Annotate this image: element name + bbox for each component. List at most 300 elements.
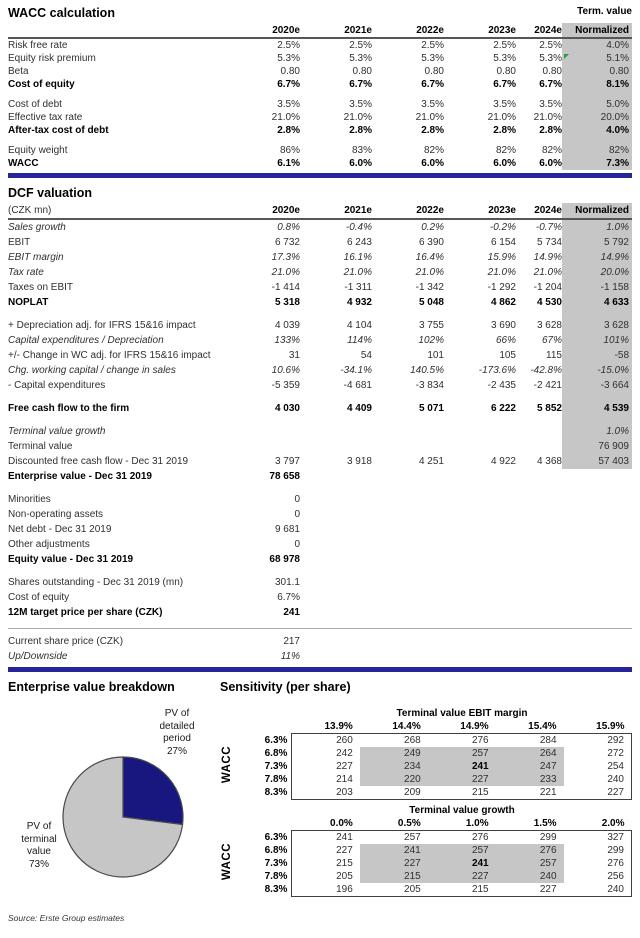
row-value — [444, 649, 516, 664]
sens-value: 272 — [564, 747, 632, 760]
sens-value: 254 — [564, 760, 632, 773]
table-row — [8, 219, 632, 235]
row-label: +/- Change in WC adj. for IFRS 15&16 impact — [8, 350, 211, 361]
sensitivity-title: Sensitivity (per share) — [220, 680, 351, 694]
sens-value: 292 — [564, 734, 632, 748]
row-value: 2.8% — [493, 125, 516, 136]
row-value: 4 368 — [536, 456, 562, 467]
spacer-cell — [562, 416, 632, 424]
row-value — [300, 424, 372, 439]
row-value: 1.0% — [562, 219, 632, 235]
sens-value: 215 — [428, 786, 496, 800]
row-label: Up/Downside — [8, 651, 68, 662]
sensitivity-section — [220, 680, 632, 936]
sens-value: 227 — [564, 786, 632, 800]
sens-row — [220, 857, 632, 870]
sens-value: 240 — [496, 870, 564, 883]
sens-value: 260 — [292, 734, 360, 748]
row-value: 0.80 — [424, 66, 444, 77]
row-value: 115 — [546, 350, 562, 361]
row-value — [372, 605, 444, 620]
row-label: Terminal value growth — [8, 426, 106, 437]
row-value: 21.0% — [271, 267, 300, 278]
sens-column-header: 15.4% — [528, 721, 557, 732]
sens-value: 241 — [428, 857, 496, 870]
row-value — [562, 649, 632, 664]
dcf-table-head — [8, 203, 632, 219]
row-value: 83% — [351, 145, 372, 156]
row-value: 5.1% — [562, 52, 632, 65]
sens-row-header: 8.3% — [264, 884, 288, 896]
table-row — [8, 439, 632, 454]
row-value: 4 251 — [418, 456, 444, 467]
row-value — [562, 575, 632, 590]
sens-row — [220, 870, 632, 883]
row-value: 0.80 — [352, 66, 372, 77]
wacc-section — [8, 6, 632, 178]
sens-value: 257 — [428, 747, 496, 760]
row-label: Minorities — [8, 494, 51, 505]
axis-spacer — [220, 817, 236, 831]
spacer-cell — [562, 310, 632, 318]
row-value — [372, 575, 444, 590]
spacer-row — [8, 137, 632, 144]
sens-column-header: 13.9% — [324, 721, 353, 732]
row-value: 6.0% — [349, 158, 372, 169]
sensitivity-table1-caption: Terminal value EBIT margin — [396, 708, 528, 719]
table-row — [8, 454, 632, 469]
rowhead-spacer — [236, 720, 292, 734]
row-value: -42.8% — [530, 365, 562, 376]
sens-value: 256 — [564, 870, 632, 883]
row-value: 4 104 — [346, 320, 372, 331]
row-value: 6 390 — [418, 237, 444, 248]
row-value: 0.8% — [277, 222, 300, 233]
row-value — [444, 634, 516, 649]
row-value: 21.0% — [271, 112, 300, 123]
row-value: 2.5% — [277, 40, 300, 51]
dcf-header — [8, 186, 632, 203]
row-value — [372, 649, 444, 664]
row-value: 4 030 — [274, 403, 300, 414]
pie-callout-detailed-period — [148, 708, 206, 758]
sens-column-header: 2.0% — [601, 818, 625, 829]
row-value: 14.9% — [533, 252, 562, 263]
table-row — [8, 649, 632, 664]
row-label: Effective tax rate — [8, 112, 83, 123]
sens-value: 276 — [428, 734, 496, 748]
row-value: 4 039 — [274, 320, 300, 331]
table-row — [8, 98, 632, 111]
row-value: 82% — [495, 145, 516, 156]
row-value: 2.8% — [539, 125, 562, 136]
sens-value: 284 — [496, 734, 564, 748]
row-value: -1 292 — [487, 282, 516, 293]
row-label: 12M target price per share (CZK) — [8, 607, 163, 618]
row-value — [300, 522, 372, 537]
table-row — [8, 318, 632, 333]
row-value — [516, 469, 562, 484]
row-value — [300, 507, 372, 522]
row-value: 4 862 — [490, 297, 516, 308]
row-value: 5 318 — [274, 297, 300, 308]
row-value: 0.80 — [542, 66, 562, 77]
table-row — [8, 250, 632, 265]
row-value — [372, 424, 444, 439]
pie-slice — [123, 757, 183, 825]
row-value: -1 414 — [271, 282, 300, 293]
table-row — [8, 378, 632, 393]
row-label: EBIT margin — [8, 252, 64, 263]
sens-row-header: 6.3% — [264, 831, 288, 843]
row-value — [372, 590, 444, 605]
row-value: 66% — [495, 335, 516, 346]
row-label: EBIT — [8, 237, 31, 248]
row-value: 101 — [427, 350, 444, 361]
axis-label: WACC — [221, 745, 234, 784]
row-label: Discounted free cash flow - Dec 31 2019 — [8, 456, 189, 467]
row-value: 21.0% — [533, 267, 562, 278]
spacer-cell — [562, 91, 632, 98]
sens-table-body — [220, 831, 632, 897]
sens-value: 247 — [496, 760, 564, 773]
row-value — [516, 649, 562, 664]
row-value: -4 681 — [343, 380, 372, 391]
ev-breakdown-title: Enterprise value breakdown — [8, 680, 175, 694]
column-header: 2020e — [228, 23, 300, 38]
row-value: 76 909 — [562, 439, 632, 454]
row-label: Chg. working capital / change in sales — [8, 365, 176, 376]
row-value: 15.9% — [487, 252, 516, 263]
wacc-table-body — [8, 38, 632, 170]
row-value: 5 734 — [536, 237, 562, 248]
row-value: 6.7% — [277, 592, 300, 603]
row-value — [444, 507, 516, 522]
row-value: 3 628 — [562, 318, 632, 333]
term-value-label: Term. value — [577, 6, 632, 17]
table-row — [8, 634, 632, 649]
row-value: 3.5% — [539, 99, 562, 110]
row-value: 3 918 — [346, 456, 372, 467]
row-value: 5.3% — [349, 53, 372, 64]
row-label: Equity weight — [8, 145, 68, 156]
spacer-row — [8, 567, 632, 575]
callout-value: 73% — [28, 858, 49, 870]
sens-value: 205 — [360, 883, 428, 897]
row-value — [300, 590, 372, 605]
row-value: 0.80 — [562, 65, 632, 78]
row-value — [444, 552, 516, 567]
row-value: 0.2% — [421, 222, 444, 233]
row-value: 6.7% — [539, 79, 562, 90]
column-header: Normalized — [562, 203, 632, 219]
sens-value: 227 — [292, 844, 360, 857]
table-row — [8, 348, 632, 363]
sens-row — [220, 760, 632, 773]
row-label: NOPLAT — [8, 297, 49, 308]
row-value — [516, 424, 562, 439]
row-label: - Capital expenditures — [8, 380, 106, 391]
row-value: 1.0% — [562, 424, 632, 439]
spacer-cell — [562, 393, 632, 401]
column-header: 2023e — [444, 203, 516, 219]
row-value: 5.3% — [277, 53, 300, 64]
sens-column-header: 14.9% — [460, 721, 489, 732]
row-value: 0 — [294, 494, 300, 505]
row-value: 4 922 — [490, 456, 516, 467]
wacc-title: WACC calculation — [8, 6, 115, 20]
sens-value: 249 — [360, 747, 428, 760]
spacer-cell — [8, 393, 562, 401]
section-divider-bar — [8, 667, 632, 672]
row-value: 9 681 — [274, 524, 300, 535]
sens-value: 241 — [360, 844, 428, 857]
row-value — [516, 439, 562, 454]
sens-row-header: 6.3% — [264, 734, 288, 746]
row-label: Taxes on EBIT — [8, 282, 74, 293]
row-value — [562, 537, 632, 552]
row-value: 2.5% — [421, 40, 444, 51]
sens-row-header: 7.3% — [264, 858, 288, 869]
spacer-cell — [8, 137, 562, 144]
axis-label: WACC — [221, 842, 234, 881]
row-value: 16.4% — [415, 252, 444, 263]
spacer-row — [8, 620, 632, 628]
row-value: 20.0% — [562, 265, 632, 280]
spacer-cell — [8, 620, 562, 628]
row-value: 6.0% — [493, 158, 516, 169]
row-value: 5.3% — [421, 53, 444, 64]
row-value — [444, 605, 516, 620]
axis-spacer — [220, 720, 236, 734]
row-value — [300, 492, 372, 507]
row-value: 6.7% — [349, 79, 372, 90]
row-value — [562, 552, 632, 567]
row-label: Terminal value — [8, 441, 73, 452]
sens-value: 220 — [360, 773, 428, 786]
row-value — [516, 590, 562, 605]
row-value: 5 071 — [418, 403, 444, 414]
row-value — [516, 605, 562, 620]
row-value: 6 243 — [346, 237, 372, 248]
row-value: 3 628 — [536, 320, 562, 331]
row-value — [444, 590, 516, 605]
row-label: Cost of equity — [8, 592, 70, 603]
row-value: 82% — [562, 144, 632, 157]
row-value: -58 — [562, 348, 632, 363]
row-value: 54 — [360, 350, 372, 361]
spacer-cell — [562, 567, 632, 575]
sens-row — [220, 734, 632, 748]
row-value — [516, 575, 562, 590]
row-value: -1 311 — [344, 282, 372, 293]
sens-value: 227 — [292, 760, 360, 773]
sens-value: 233 — [496, 773, 564, 786]
sens-row-header: 6.8% — [264, 845, 288, 856]
row-value: 2.5% — [493, 40, 516, 51]
row-label: Capital expenditures / Depreciation — [8, 335, 164, 346]
row-value: 82% — [541, 145, 562, 156]
sens-value: 276 — [564, 857, 632, 870]
table-row — [8, 280, 632, 295]
row-value: -0.2% — [489, 222, 516, 233]
table-row — [8, 492, 632, 507]
row-value: 6.7% — [421, 79, 444, 90]
bottom-section — [8, 680, 632, 936]
sens-row-header: 8.3% — [264, 787, 288, 799]
row-value: 68 978 — [269, 554, 300, 565]
table-row — [8, 38, 632, 52]
row-value — [562, 522, 632, 537]
row-value — [444, 492, 516, 507]
row-label: Enterprise value - Dec 31 2019 — [8, 471, 152, 482]
sens-column-header: 14.4% — [392, 721, 421, 732]
sens-value: 205 — [292, 870, 360, 883]
row-label: Risk free rate — [8, 40, 68, 51]
column-header: 2021e — [300, 23, 372, 38]
sens-value: 257 — [496, 857, 564, 870]
table-row — [8, 295, 632, 310]
spacer-row — [8, 416, 632, 424]
column-header: 2024e — [516, 23, 562, 38]
header-label: (CZK mn) — [8, 203, 228, 219]
row-value — [444, 575, 516, 590]
sens-value: 264 — [496, 747, 564, 760]
sens-column-header: 1.5% — [533, 818, 557, 829]
row-value: -173.6% — [478, 365, 516, 376]
row-value — [562, 634, 632, 649]
sens-value: 227 — [428, 870, 496, 883]
row-value: -5 359 — [271, 380, 300, 391]
row-value: 2.8% — [421, 125, 444, 136]
sens-value: 196 — [292, 883, 360, 897]
source-note: Source: Erste Group estimates — [8, 913, 125, 923]
sens-value: 227 — [428, 773, 496, 786]
row-label: Cost of debt — [8, 99, 62, 110]
row-label: Equity risk premium — [8, 53, 96, 64]
spacer-cell — [562, 484, 632, 492]
row-value: 5.0% — [562, 98, 632, 111]
row-value — [516, 492, 562, 507]
sens-row-header: 6.8% — [264, 748, 288, 759]
row-value: 2.5% — [349, 40, 372, 51]
row-value: 3.5% — [349, 99, 372, 110]
row-value: 0.80 — [496, 66, 516, 77]
row-value — [372, 552, 444, 567]
row-value — [562, 605, 632, 620]
sens-value: 242 — [292, 747, 360, 760]
spacer-row — [8, 393, 632, 401]
column-header: Normalized — [562, 23, 632, 38]
sens-value: 215 — [360, 870, 428, 883]
sens-value: 299 — [564, 844, 632, 857]
wacc-table — [8, 23, 632, 170]
row-value: 21.0% — [487, 267, 516, 278]
spacer-cell — [8, 310, 562, 318]
sens-value: 214 — [292, 773, 360, 786]
row-label: Current share price (CZK) — [8, 636, 124, 647]
row-value: 82% — [423, 145, 444, 156]
row-value: 6 154 — [490, 237, 516, 248]
row-value: 0 — [294, 539, 300, 550]
row-label: Non-operating assets — [8, 509, 104, 520]
axis-cell — [220, 831, 236, 897]
table-row — [8, 52, 632, 65]
row-value: 2.8% — [277, 125, 300, 136]
row-value: 17.3% — [271, 252, 300, 263]
row-value — [444, 424, 516, 439]
header-row — [8, 23, 632, 38]
row-label: Net debt - Dec 31 2019 — [8, 524, 112, 535]
row-value: 4.0% — [562, 124, 632, 137]
spacer-row — [8, 310, 632, 318]
row-value — [372, 634, 444, 649]
row-label: Other adjustments — [8, 539, 90, 550]
sens-column-header: 15.9% — [596, 721, 625, 732]
row-value: 4.0% — [562, 38, 632, 52]
row-value: 4 539 — [562, 401, 632, 416]
header-label — [8, 23, 228, 38]
row-label: Cost of equity — [8, 79, 75, 90]
sens-value: 203 — [292, 786, 360, 800]
row-value — [444, 522, 516, 537]
row-value: -1 342 — [415, 282, 444, 293]
spacer-cell — [562, 620, 632, 628]
sens-value: 215 — [428, 883, 496, 897]
row-label: Free cash flow to the firm — [8, 403, 130, 414]
comment-marker-icon — [564, 54, 569, 59]
callout-label: PV of terminal value — [21, 821, 57, 857]
row-value: -0.7% — [535, 222, 562, 233]
spacer-cell — [562, 137, 632, 144]
row-value: 2.8% — [349, 125, 372, 136]
row-value — [228, 439, 300, 454]
row-value: 0.80 — [280, 66, 300, 77]
row-value — [372, 522, 444, 537]
sens-column-header: 0.0% — [330, 818, 353, 829]
row-label: Shares outstanding - Dec 31 2019 (mn) — [8, 577, 184, 588]
table-row — [8, 65, 632, 78]
row-value — [300, 552, 372, 567]
callout-label: PV of detailed period — [159, 708, 195, 744]
row-value: 10.6% — [271, 365, 300, 376]
row-value: 21.0% — [343, 112, 372, 123]
row-value — [300, 439, 372, 454]
row-value — [300, 634, 372, 649]
spacer-cell — [8, 484, 562, 492]
row-value — [444, 469, 516, 484]
sens-value: 234 — [360, 760, 428, 773]
sens-header-row — [220, 720, 632, 734]
row-value: 6.0% — [421, 158, 444, 169]
table-row — [8, 590, 632, 605]
row-value: 5 048 — [418, 297, 444, 308]
row-value — [372, 469, 444, 484]
row-value — [516, 507, 562, 522]
sens-row — [220, 786, 632, 800]
sens-value: 299 — [496, 831, 564, 845]
row-label: After-tax cost of debt — [8, 125, 109, 136]
row-value: 2.5% — [539, 40, 562, 51]
row-value: 3 755 — [418, 320, 444, 331]
sens-value: 257 — [428, 844, 496, 857]
sens-value: 276 — [428, 831, 496, 845]
row-value: 5 852 — [536, 403, 562, 414]
ev-breakdown-section — [8, 680, 220, 936]
row-value: 86% — [279, 145, 300, 156]
sens-value: 227 — [360, 857, 428, 870]
row-value — [300, 649, 372, 664]
